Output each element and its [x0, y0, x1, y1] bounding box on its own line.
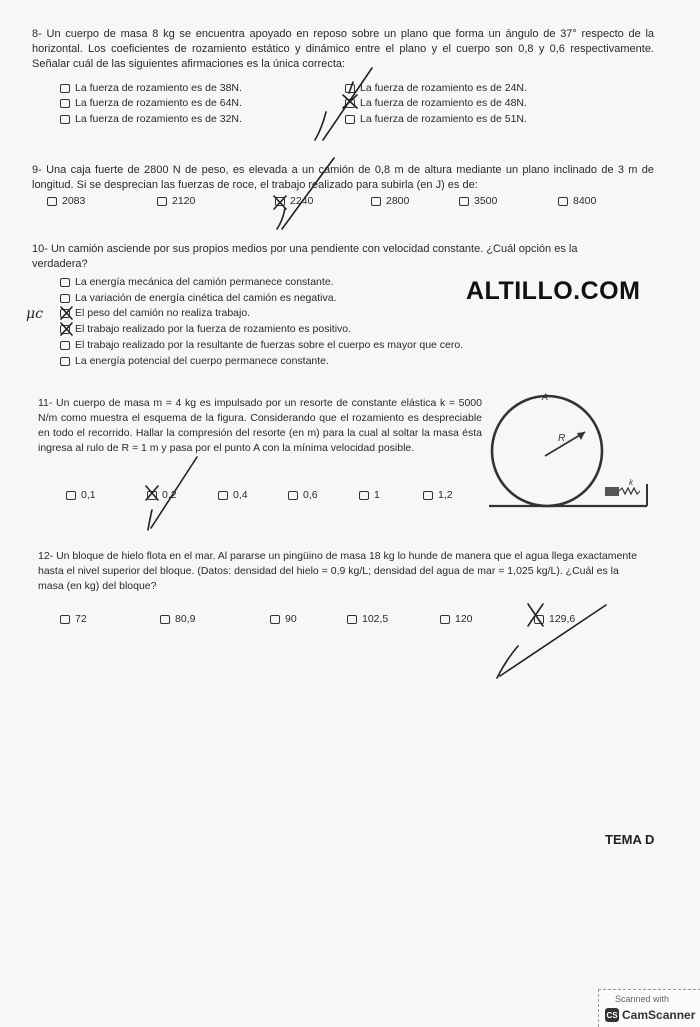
q12-option-e[interactable] — [440, 613, 473, 626]
checkbox-icon[interactable] — [66, 491, 76, 500]
checkbox-icon[interactable] — [60, 615, 70, 624]
option-label: 0,1 — [81, 489, 96, 501]
option-label: 90 — [285, 613, 297, 625]
scanner-caption: Scanned with — [615, 994, 670, 1004]
question-11-text: 11- Un cuerpo de masa m = 4 kg es impulsado por un resorte de constante elástica k = 5000 N/m como muestra el esquema de la figura. Considerando que el rozamiento es despreciable en todo el recorrido. Hallar la compresión del resorte (en m) para la cual al soltar la masa ésta ingresa al rulo de R = 1 m y pasa por el punto A con la mínima velocidad posible. — [38, 397, 482, 454]
q8-option-d[interactable] — [345, 97, 527, 110]
q10-option-e[interactable] — [60, 339, 463, 352]
checkbox-icon[interactable] — [270, 615, 280, 624]
checkbox-icon[interactable] — [157, 197, 167, 206]
checkbox-icon[interactable] — [60, 278, 70, 287]
camscanner-badge — [598, 989, 700, 1027]
q10-option-c[interactable] — [60, 307, 250, 320]
q9-option-b[interactable] — [157, 195, 195, 208]
loop-circle — [492, 396, 602, 506]
checkbox-icon[interactable] — [345, 84, 355, 93]
mass-block — [605, 487, 619, 496]
option-label: La fuerza de rozamiento es de 24N. — [360, 82, 527, 94]
q12-option-d[interactable] — [347, 613, 388, 626]
question-8-text: 8- Un cuerpo de masa 8 kg se encuentra apoyado en reposo sobre un plano que forma un ángulo de 37° respecto de la horizontal. Los coeficientes de rozamiento estático y dinámico entre el plano y el cuerpo son 0,8 y 0,6 respectivamente. Señalar cuál de las siguientes afirmaciones es la única correcta: — [32, 28, 654, 70]
q10-option-b[interactable] — [60, 292, 337, 305]
option-label: La energía potencial del cuerpo permanece constante. — [75, 355, 329, 367]
q10-option-a[interactable] — [60, 276, 334, 289]
option-label: La fuerza de rozamiento es de 48N. — [360, 97, 527, 109]
option-label: 2083 — [62, 195, 86, 207]
option-label: La energía mecánica del camión permanece constante. — [75, 276, 334, 288]
question-9-text: 9- Una caja fuerte de 2800 N de peso, es elevada a un camión de 0,8 m de altura mediante un plano inclinado de 3 m de longitud. Si se desprecian las fuerzas de roce, el trabajo realizado para subirla (en J) es de: — [32, 164, 654, 191]
q8-option-b[interactable] — [345, 82, 527, 95]
option-label: El peso del camión no realiza trabajo. — [75, 307, 251, 319]
checkbox-icon[interactable] — [147, 491, 157, 500]
q9-option-a[interactable] — [47, 195, 85, 208]
option-label: 2240 — [290, 195, 314, 207]
spring-icon — [619, 488, 640, 494]
q12-option-a[interactable] — [60, 613, 87, 626]
option-label: 120 — [455, 613, 473, 625]
q11-option-c[interactable] — [218, 489, 248, 502]
option-label: 1,2 — [438, 489, 453, 501]
option-label: 2800 — [386, 195, 410, 207]
checkbox-icon[interactable] — [288, 491, 298, 500]
checkbox-icon[interactable] — [60, 309, 70, 318]
option-label: 102,5 — [362, 613, 389, 625]
checkbox-icon[interactable] — [347, 615, 357, 624]
checkbox-icon[interactable] — [218, 491, 228, 500]
checkbox-icon[interactable] — [459, 197, 469, 206]
option-label: 80,9 — [175, 613, 196, 625]
q9-option-e[interactable] — [459, 195, 497, 208]
checkbox-icon[interactable] — [345, 115, 355, 124]
camscanner-logo-icon: CS — [605, 1008, 619, 1022]
q11-option-a[interactable] — [66, 489, 96, 502]
tema-label: TEMA D — [605, 832, 655, 847]
margin-handwriting: μc — [26, 306, 43, 322]
option-label: La fuerza de rozamiento es de 64N. — [75, 97, 242, 109]
q11-option-f[interactable] — [423, 489, 453, 502]
scanner-brand: CamScanner — [622, 1008, 696, 1022]
q11-option-d[interactable] — [288, 489, 318, 502]
option-label: La fuerza de rozamiento es de 32N. — [75, 113, 242, 125]
label-r: R — [558, 433, 566, 444]
checkbox-icon[interactable] — [60, 294, 70, 303]
label-a: A — [542, 392, 549, 402]
option-label: 0,6 — [303, 489, 318, 501]
option-label: La fuerza de rozamiento es de 51N. — [360, 113, 527, 125]
watermark: ALTILLO.COM — [466, 277, 641, 305]
q8-option-e[interactable] — [60, 113, 242, 126]
option-label: 0,4 — [233, 489, 248, 501]
checkbox-icon[interactable] — [359, 491, 369, 500]
option-label: 8400 — [573, 195, 597, 207]
option-label: 72 — [75, 613, 87, 625]
option-label: 1 — [374, 489, 380, 501]
checkbox-icon[interactable] — [160, 615, 170, 624]
checkbox-icon[interactable] — [440, 615, 450, 624]
checkbox-icon[interactable] — [275, 197, 285, 206]
q12-option-b[interactable] — [160, 613, 195, 626]
checkbox-icon[interactable] — [534, 615, 544, 624]
checkbox-icon[interactable] — [60, 325, 70, 334]
question-10-text: 10- Un camión asciende por sus propios medios por una pendiente con velocidad constante. ¿Cuál opción es la verdadera? — [32, 243, 578, 270]
checkbox-icon[interactable] — [60, 99, 70, 108]
checkbox-icon[interactable] — [558, 197, 568, 206]
q10-option-d[interactable] — [60, 323, 351, 336]
q12-option-f[interactable] — [534, 613, 575, 626]
checkbox-icon[interactable] — [423, 491, 433, 500]
q8-option-a[interactable] — [60, 82, 242, 95]
q9-option-c[interactable] — [275, 195, 313, 208]
option-label: La fuerza de rozamiento es de 38N. — [75, 82, 242, 94]
checkbox-icon[interactable] — [60, 357, 70, 366]
checkbox-icon[interactable] — [371, 197, 381, 206]
loop-figure — [485, 388, 655, 510]
q11-option-b[interactable] — [147, 489, 177, 502]
question-12-text: 12- Un bloque de hielo flota en el mar. Al pararse un pingüino de masa 18 kg lo hunde de manera que el agua llega exactamente hasta el nivel superior del bloque. (Datos: densidad del hielo = 0,9 kg/L; densidad del agua de mar = 1,025 kg/L). ¿Cuál es la masa (en kg) del bloque? — [38, 550, 637, 592]
q9-option-d[interactable] — [371, 195, 409, 208]
checkbox-icon[interactable] — [60, 115, 70, 124]
option-label: 0,2 — [162, 489, 177, 501]
checkbox-icon[interactable] — [47, 197, 57, 206]
q8-option-c[interactable] — [60, 97, 242, 110]
option-label: 2120 — [172, 195, 196, 207]
q10-option-f[interactable] — [60, 355, 329, 368]
checkbox-icon[interactable] — [345, 99, 355, 108]
option-label: 3500 — [474, 195, 498, 207]
q9-option-f[interactable] — [558, 195, 596, 208]
q8-option-f[interactable] — [345, 113, 527, 126]
option-label: El trabajo realizado por la resultante de fuerzas sobre el cuerpo es mayor que cero. — [75, 339, 464, 351]
checkbox-icon[interactable] — [60, 341, 70, 350]
q11-option-e[interactable] — [359, 489, 380, 502]
q12-option-c[interactable] — [270, 613, 297, 626]
checkbox-icon[interactable] — [60, 84, 70, 93]
option-label: 129,6 — [549, 613, 576, 625]
option-label: La variación de energía cinética del camión es negativa. — [75, 292, 337, 304]
option-label: El trabajo realizado por la fuerza de rozamiento es positivo. — [75, 323, 352, 335]
label-k: k — [629, 478, 633, 487]
